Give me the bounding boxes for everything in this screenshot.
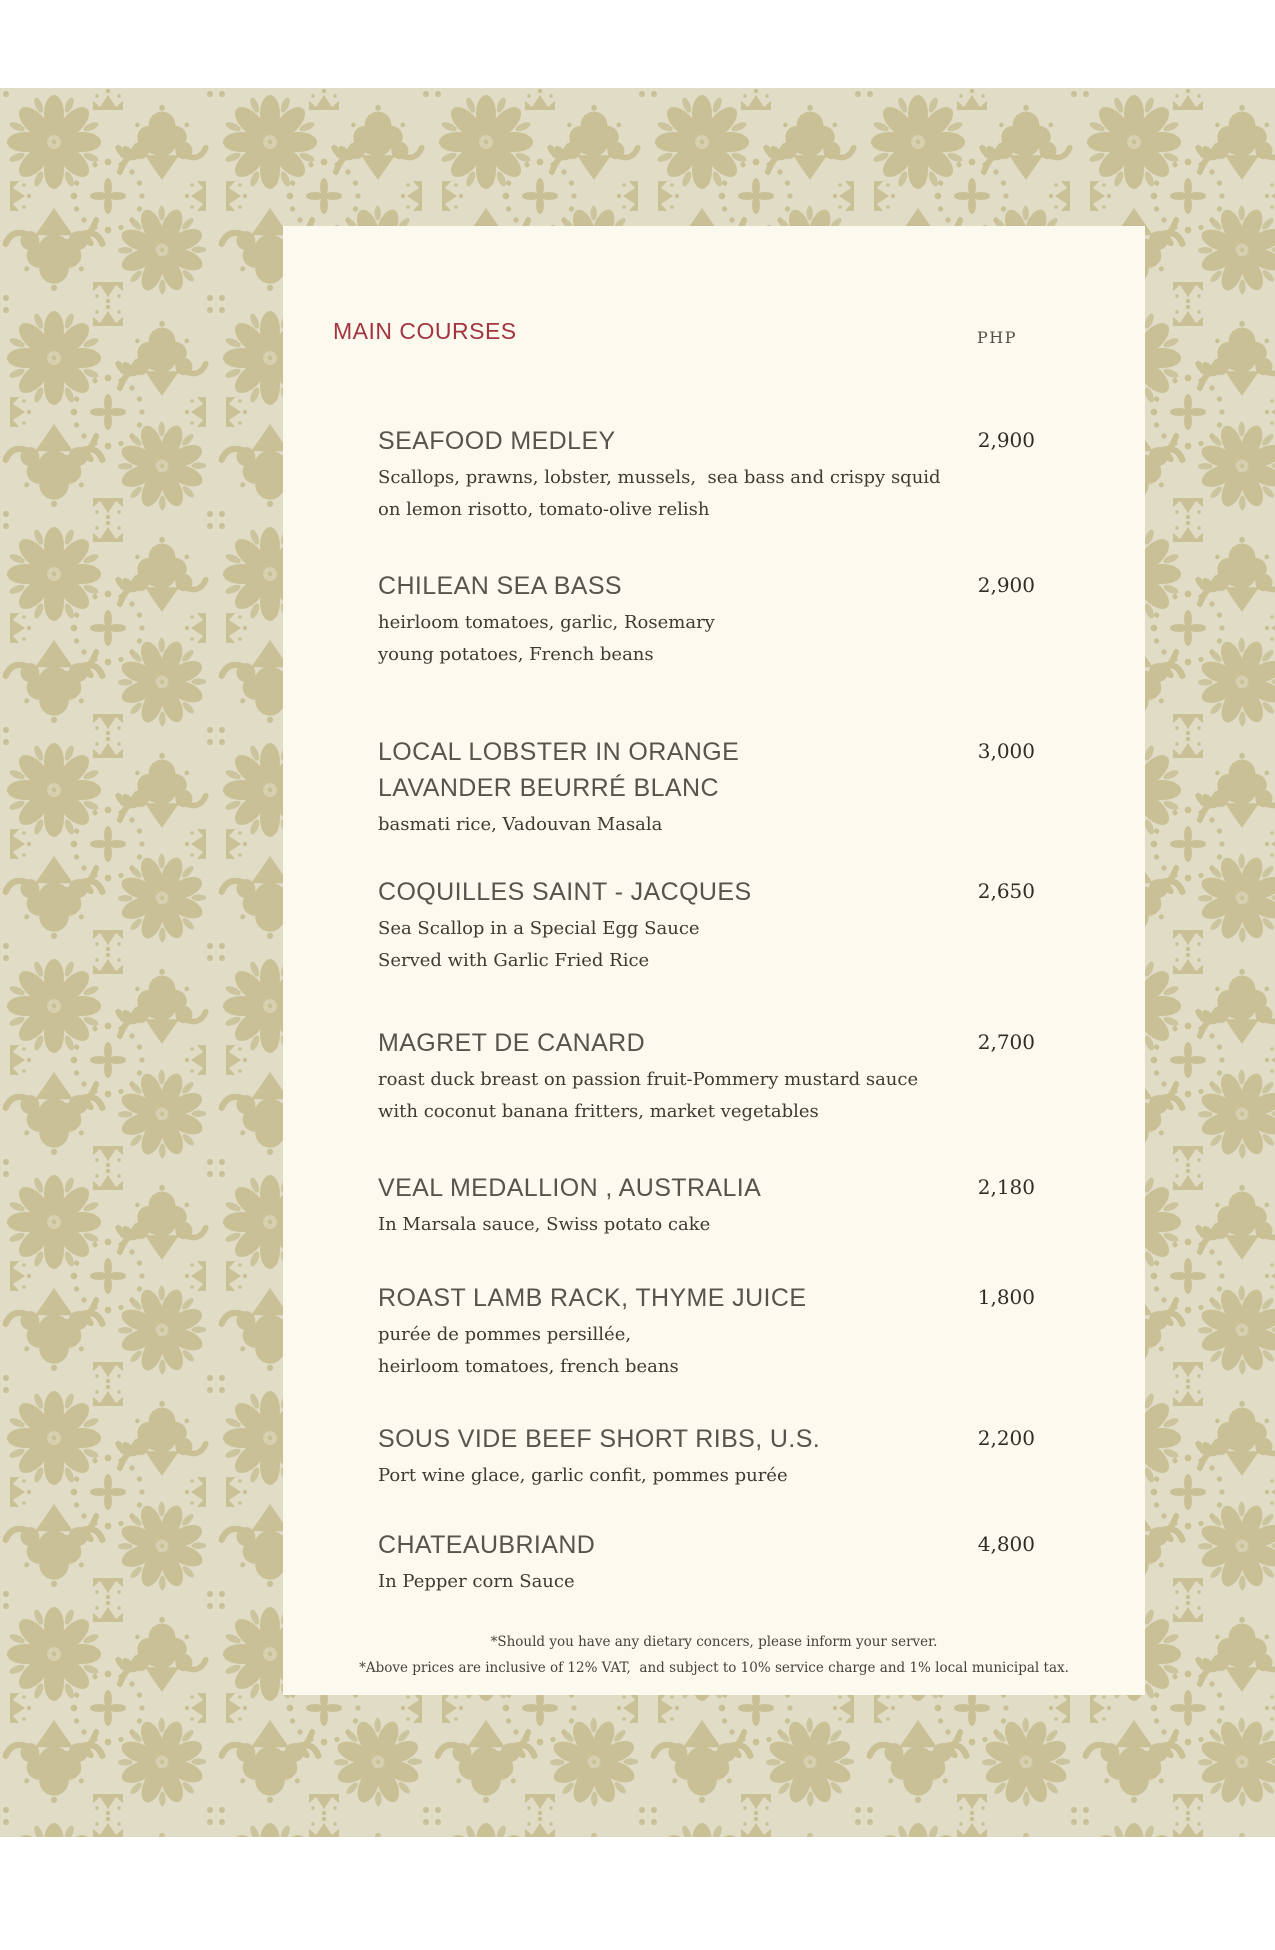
menu-item-description — [378, 1319, 1035, 1383]
menu-item-price: 2,180 — [977, 1175, 1035, 1199]
footnote-tax: *Above prices are inclusive of 12% VAT, and subject to 10% service charge and 1% local municipal tax. — [359, 1660, 1069, 1676]
menu-item-description — [378, 809, 1035, 841]
menu-item-price: 4,800 — [977, 1532, 1035, 1556]
footnote-dietary: *Should you have any dietary concers, please inform your server. — [490, 1634, 938, 1650]
menu-item-name: LOCAL LOBSTER IN ORANGE — [378, 738, 740, 766]
menu-item-description-line: roast duck breast on passion fruit-Pommery mustard sauce — [378, 1069, 919, 1090]
menu-item-name: VEAL MEDALLION , AUSTRALIA — [378, 1174, 762, 1202]
menu-item-description-line: heirloom tomatoes, garlic, Rosemary — [378, 612, 715, 633]
menu-item-description — [378, 1460, 1035, 1492]
menu-item — [378, 1280, 1035, 1383]
menu-item — [378, 1025, 1035, 1128]
menu-item — [378, 734, 1035, 841]
menu-item-price: 1,800 — [977, 1285, 1035, 1309]
menu-item-price: 2,200 — [977, 1426, 1035, 1450]
menu-item-description — [378, 1064, 1035, 1128]
menu-item — [378, 423, 1035, 526]
menu-item-description-line: on lemon risotto, tomato-olive relish — [378, 499, 710, 520]
menu-item-description-line: heirloom tomatoes, french beans — [378, 1356, 679, 1377]
menu-item-description — [378, 462, 1035, 526]
menu-item-description — [378, 1209, 1035, 1241]
menu-item-description — [378, 1566, 1035, 1598]
menu-card — [283, 226, 1145, 1695]
menu-item-description-line: basmati rice, Vadouvan Masala — [378, 814, 663, 835]
menu-item-name: CHILEAN SEA BASS — [378, 572, 622, 600]
menu-item — [378, 1421, 1035, 1492]
menu-item-description-line: young potatoes, French beans — [378, 644, 654, 665]
menu-item-description-line: purée de pommes persillée, — [378, 1324, 632, 1345]
menu-item-name: SEAFOOD MEDLEY — [378, 427, 616, 455]
menu-item-name: CHATEAUBRIAND — [378, 1531, 596, 1559]
menu-item — [378, 874, 1035, 977]
menu-item-price: 2,700 — [977, 1030, 1035, 1054]
menu-item-name: MAGRET DE CANARD — [378, 1029, 646, 1057]
menu-item-price: 2,900 — [977, 573, 1035, 597]
menu-item-description-line: Scallops, prawns, lobster, mussels, sea bass and crispy squid — [378, 467, 941, 488]
menu-item-name: ROAST LAMB RACK, THYME JUICE — [378, 1284, 807, 1312]
menu-item-description-line: Sea Scallop in a Special Egg Sauce — [378, 918, 700, 939]
menu-item-price: 3,000 — [977, 739, 1035, 763]
currency-label: PHP — [977, 328, 1017, 347]
menu-item-description-line: with coconut banana fritters, market vegetables — [378, 1101, 819, 1122]
menu-item-description-line: In Marsala sauce, Swiss potato cake — [378, 1214, 711, 1235]
menu-item-description-line: Port wine glace, garlic confit, pommes purée — [378, 1465, 788, 1486]
menu-item — [378, 1527, 1035, 1598]
menu-item — [378, 568, 1035, 671]
section-title: MAIN COURSES — [333, 318, 517, 344]
menu-item — [378, 1170, 1035, 1241]
menu-item-description-line: In Pepper corn Sauce — [378, 1571, 575, 1592]
menu-item-price: 2,900 — [977, 428, 1035, 452]
menu-item-price: 2,650 — [977, 879, 1035, 903]
menu-item-name-line2: LAVANDER BEURRÉ BLANC — [378, 774, 719, 802]
menu-item-description — [378, 913, 1035, 977]
menu-item-description — [378, 607, 1035, 671]
menu-item-name: COQUILLES SAINT - JACQUES — [378, 878, 752, 906]
menu-item-name: SOUS VIDE BEEF SHORT RIBS, U.S. — [378, 1425, 821, 1453]
menu-item-description-line: Served with Garlic Fried Rice — [378, 950, 650, 971]
